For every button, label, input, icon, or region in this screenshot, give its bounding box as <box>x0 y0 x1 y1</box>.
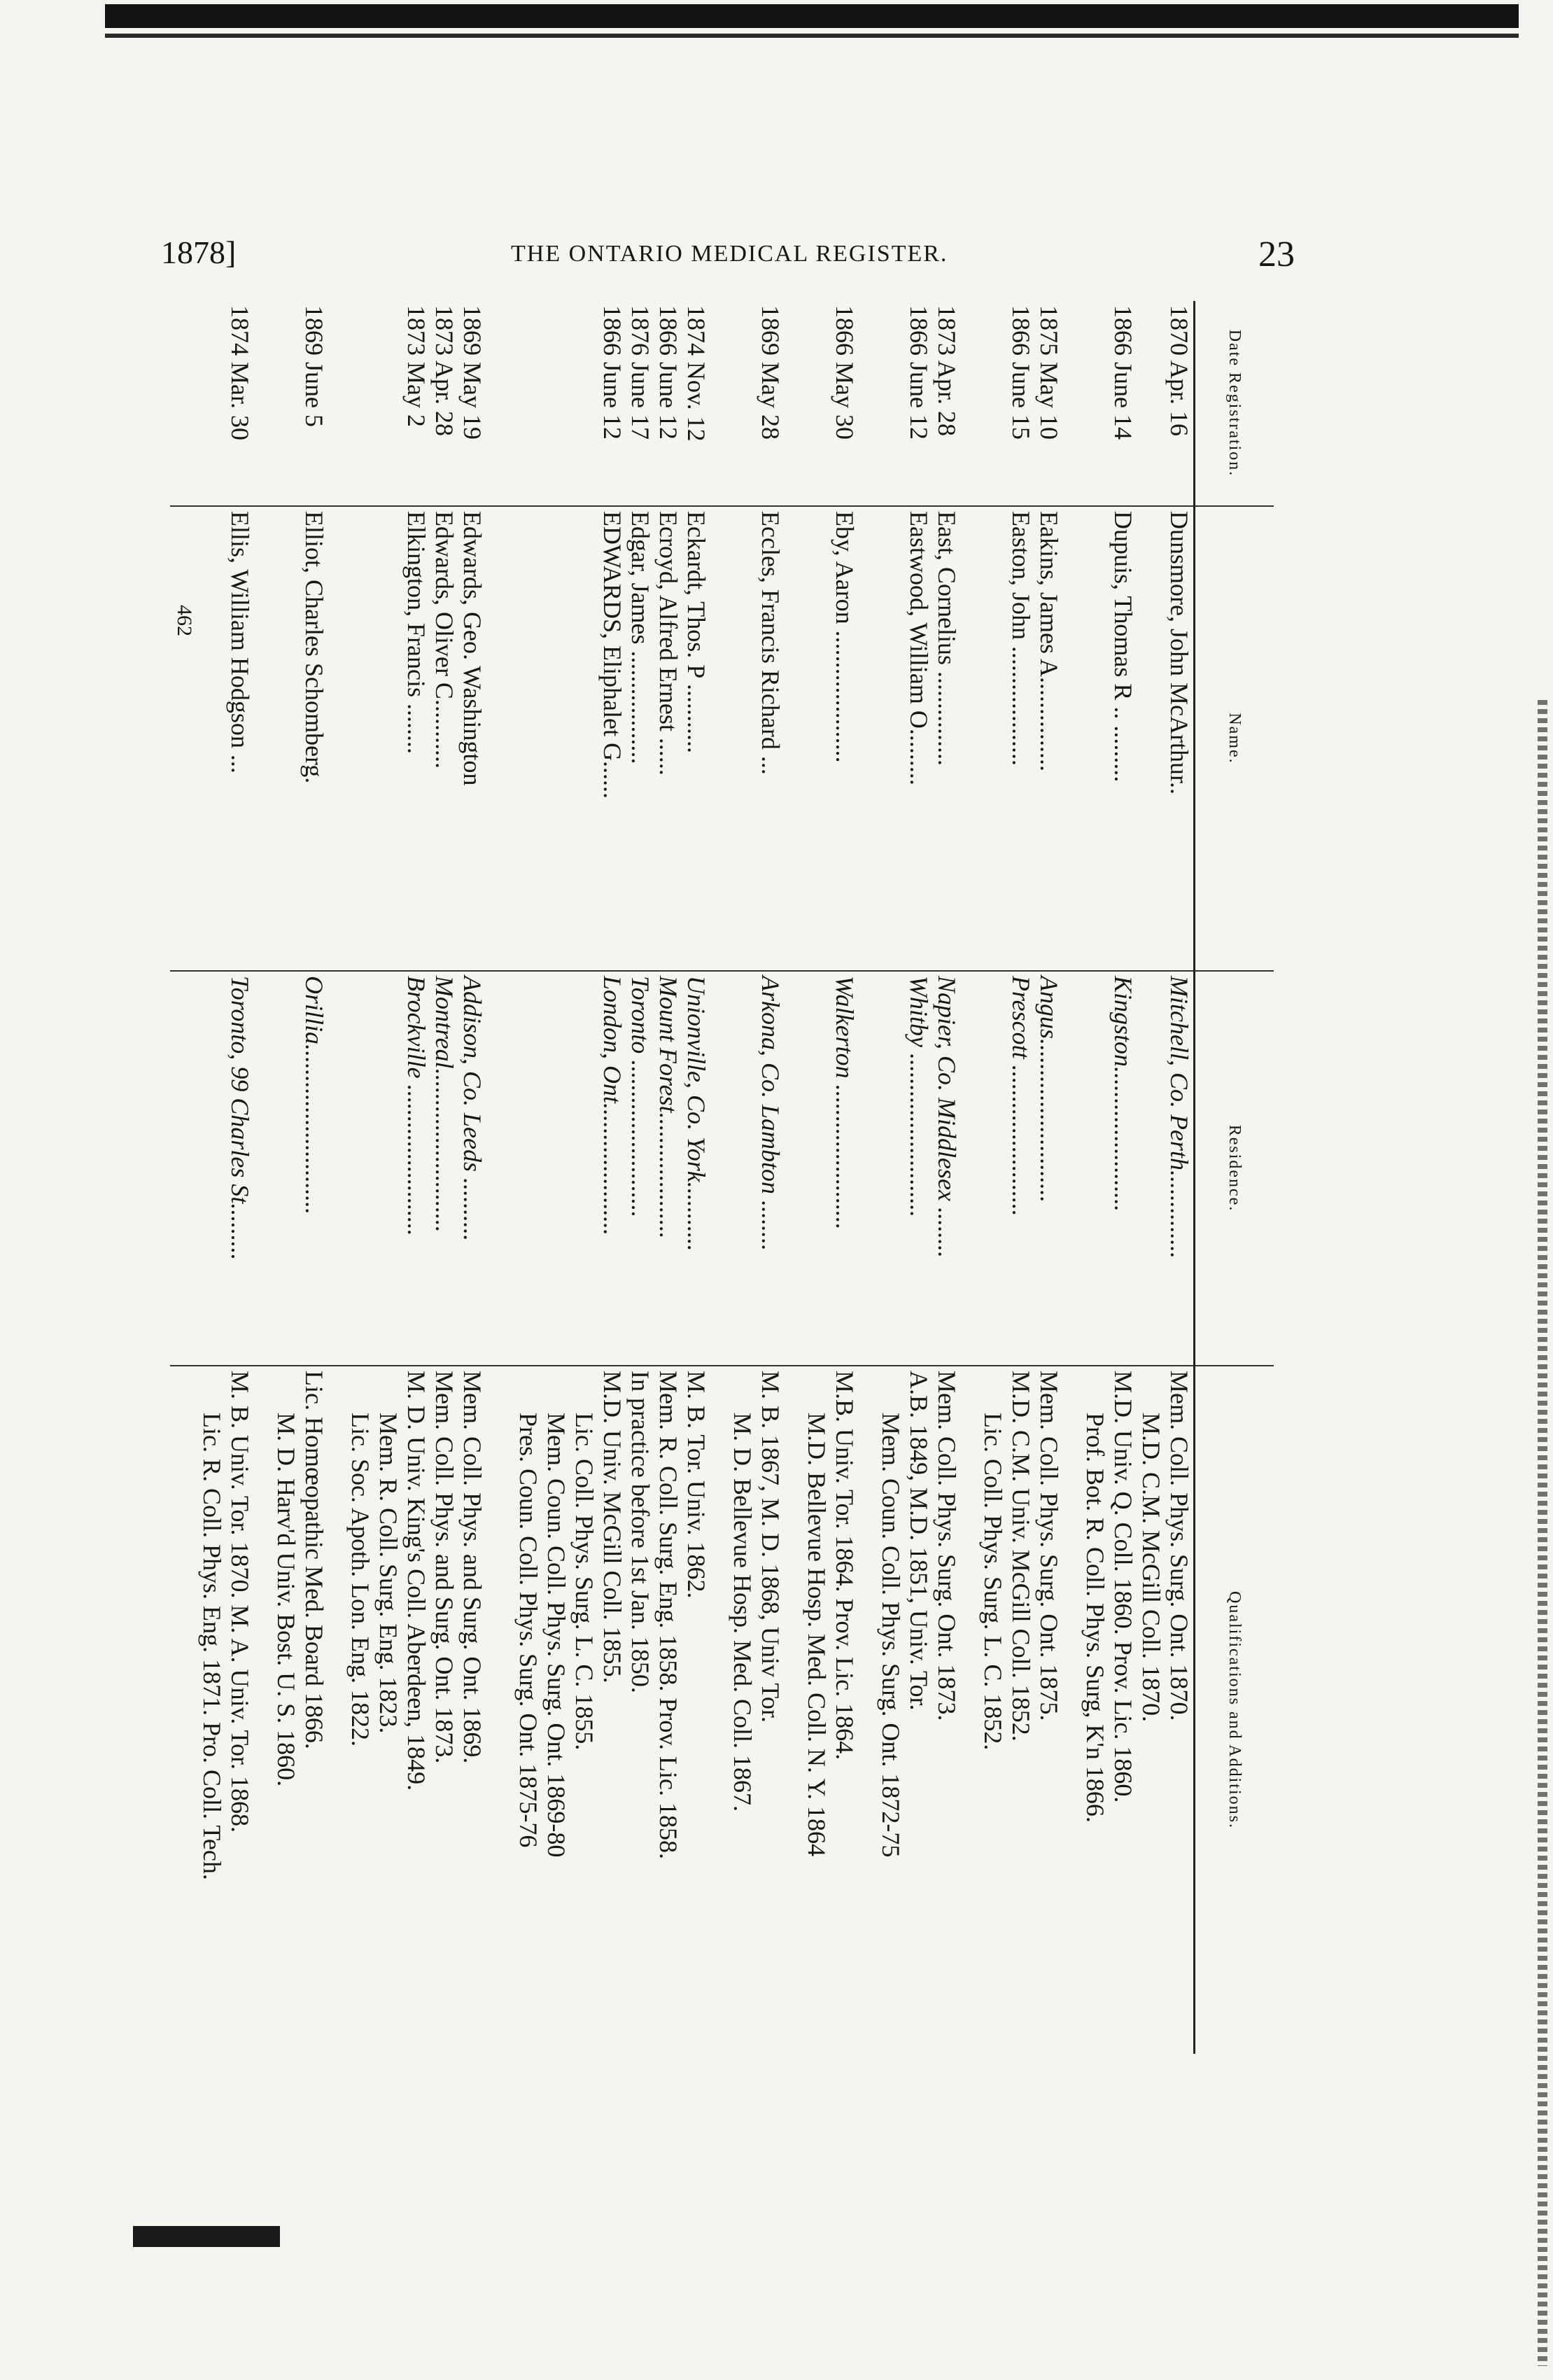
row-spacer <box>486 301 514 2054</box>
entry-residence: Toronto ......................... <box>626 971 654 1366</box>
table-row <box>272 301 328 2054</box>
qualification-line: Mem. Coll. Phys. and Surg. Ont. 1869. <box>458 1371 486 1764</box>
qualification-line: M.D. C.M. McGill Coll. 1870. <box>1137 1413 1165 1723</box>
register-body <box>198 301 1195 2054</box>
qualification-line: Lic. Coll. Phys. Surg. L. C. 1852. <box>979 1413 1007 1751</box>
entry-date: 1875 May 10 <box>1035 305 1063 440</box>
entry-qualifications <box>979 1366 1035 2054</box>
qualification-line: Mem. Coll. Phys. Surg. Ont. 1870. <box>1165 1371 1193 1721</box>
entry-residence: Napier, Co. Middlesex ........ <box>933 971 961 1366</box>
entry-name: Eakins, James A............... <box>1035 506 1063 971</box>
entry-qualifications <box>1035 1366 1063 2054</box>
running-head-title: THE ONTARIO MEDICAL REGISTER. <box>511 241 948 267</box>
table-row <box>682 301 710 2054</box>
running-head-year: 1878] <box>161 234 237 270</box>
qualification-line: Mem. Coll. Phys. Surg. Ont. 1873. <box>933 1371 961 1721</box>
entry-residence: Mount Forest.................... <box>654 971 682 1366</box>
table-row <box>514 301 626 2054</box>
qualification-line: M.D. Bellevue Hosp. Med. Coll. N. Y. 1864 <box>803 1413 831 1856</box>
table-row <box>626 301 654 2054</box>
qualification-line: Mem. R. Coll. Surg. Eng. 1858. Prov. Lic. 1858. <box>654 1371 682 1860</box>
entry-qualifications <box>803 1366 859 2054</box>
entry-date: 1876 June 17 <box>626 305 654 440</box>
entry-date: 1869 May 19 <box>458 305 486 440</box>
entry-residence: Addison, Co. Leeds .......... <box>458 971 486 1366</box>
qualification-line: M. B. Univ. Tor. 1870. M. A. Univ. Tor. 1868. <box>226 1371 254 1833</box>
row-spacer <box>710 301 729 2054</box>
entry-qualifications <box>933 1366 961 2054</box>
entry-date: 1869 June 5 <box>300 305 328 427</box>
entry-name: Eckardt, Thos. P ........... <box>682 506 710 971</box>
entry-qualifications <box>877 1366 933 2054</box>
qualification-line: M.D. C.M. Univ. McGill Coll. 1852. <box>1007 1371 1035 1742</box>
entry-date: 1866 June 14 <box>1109 305 1137 440</box>
entry-name: Ellis, William Hodgson ... <box>198 506 254 971</box>
qualification-line: Mem. Coun. Coll. Phys. Surg. Ont. 1869-80 <box>542 1413 570 1858</box>
table-row <box>1081 301 1137 2054</box>
qualification-line: M. B. Tor. Univ. 1862. <box>682 1371 710 1599</box>
entry-qualifications <box>272 1366 328 2054</box>
running-head <box>161 234 1295 276</box>
entry-date: 1873 Apr. 28 <box>430 305 458 437</box>
entry-name: East, Cornelius ............... <box>933 506 961 971</box>
entry-date: 1873 May 2 <box>402 305 430 427</box>
entry-residence: Angus.......................... <box>1035 971 1063 1366</box>
scan-top-edge <box>105 4 1519 28</box>
register-table <box>170 301 1274 2054</box>
entry-name: Dupuis, Thomas R .. ......... <box>1081 506 1137 971</box>
table-header-row <box>1195 301 1274 2054</box>
scan-binding-mark <box>133 2226 280 2247</box>
table-row <box>430 301 458 2054</box>
entry-qualifications <box>1137 1366 1195 2054</box>
entry-date: 1870 Apr. 16 <box>1165 305 1193 437</box>
qualification-line: In practice before 1st Jan. 1850. <box>626 1371 654 1693</box>
entry-residence: Brockville ........................ <box>346 971 430 1366</box>
qualification-line: Mem. Coll. Phys. and Surg. Ont. 1873. <box>430 1371 458 1764</box>
entry-name: Edwards, Oliver C........... <box>430 506 458 971</box>
entry-name: Edgar, James .................. <box>626 506 654 971</box>
qualification-line: M. B. 1867, M. D. 1868, Univ Tor. <box>757 1371 785 1723</box>
qualification-line: Lic. Coll. Phys. Surg. L. C. 1855. <box>570 1413 598 1751</box>
entry-qualifications <box>514 1366 626 2054</box>
entry-qualifications <box>729 1366 785 2054</box>
entry-qualifications <box>430 1366 458 2054</box>
row-spacer <box>328 301 346 2054</box>
row-spacer <box>1063 301 1081 2054</box>
entry-name: Edwards, Geo. Washington <box>458 506 486 971</box>
qualification-line: Lic. R. Coll. Phys. Eng. 1871. Pro. Coll. Tech. <box>198 1413 226 1880</box>
qualification-line: Mem. R. Coll. Surg. Eng. 1823. <box>374 1413 402 1734</box>
table-row <box>933 301 961 2054</box>
entry-residence: Prescott ........................ <box>979 971 1035 1366</box>
entry-residence: Montreal.......................... <box>430 971 458 1366</box>
scan-top-rule <box>105 34 1519 38</box>
table-row <box>458 301 486 2054</box>
entry-qualifications <box>626 1366 654 2054</box>
entry-date: 1874 Nov. 12 <box>682 305 710 442</box>
entry-date: 1866 June 12 <box>598 305 626 440</box>
table-row <box>346 301 430 2054</box>
entry-name: Elkington, Francis ........ <box>346 506 430 971</box>
qualification-line: M.D. Univ. Q. Coll. 1860. Prov. Lic. 1860. <box>1109 1371 1137 1803</box>
entry-date: 1866 June 12 <box>654 305 682 440</box>
entry-residence: Mitchell, Co. Perth.............. <box>1137 971 1195 1366</box>
qualification-line: Pres. Coun. Coll. Phys. Surg. Ont. 1875-76 <box>514 1413 542 1848</box>
entry-name: Dunsmore, John McArthur.. <box>1137 506 1195 971</box>
qualification-line: M. D. Bellevue Hosp. Med. Coll. 1867. <box>729 1413 757 1812</box>
entry-name: Elliot, Charles Schomberg. <box>272 506 328 971</box>
entry-date: 1866 June 15 <box>1007 305 1035 440</box>
table-row <box>877 301 933 2054</box>
row-spacer <box>859 301 877 2054</box>
row-spacer <box>961 301 979 2054</box>
entry-residence: Unionville, Co. York........... <box>682 971 710 1366</box>
signature-mark: 462 <box>170 506 198 971</box>
entry-name: Eby, Aaron ..................... <box>803 506 859 971</box>
table-row <box>1035 301 1063 2054</box>
table-row <box>803 301 859 2054</box>
entry-qualifications <box>654 1366 682 2054</box>
entry-residence: Whitby .......................... <box>877 971 933 1366</box>
entry-name: Eccles, Francis Richard ... <box>729 506 785 971</box>
column-header-date: Date Registration. <box>1195 301 1274 506</box>
entry-name: Easton, John ................... <box>979 506 1035 971</box>
entry-qualifications <box>682 1366 710 2054</box>
qualification-line: M. D. Harv'd Univ. Bost. U. S. 1860. <box>272 1413 300 1787</box>
entry-residence: Toronto, 99 Charles St......... <box>198 971 254 1366</box>
qualification-line: A.B. 1849, M.D. 1851, Univ. Tor. <box>905 1371 933 1711</box>
signature-row <box>170 301 198 2054</box>
entry-name: EDWARDS, Eliphalet G...... <box>514 506 626 971</box>
entry-date: 1873 Apr. 28 <box>933 305 961 437</box>
entry-qualifications <box>458 1366 486 2054</box>
qualification-line: Mem. Coll. Phys. Surg. Ont. 1875. <box>1035 1371 1063 1721</box>
register-table-frame <box>173 301 1274 2044</box>
table-row <box>1137 301 1195 2054</box>
column-header-name: Name. <box>1195 506 1274 971</box>
table-row <box>654 301 682 2054</box>
qualification-line: M.D. Univ. McGill Coll. 1855. <box>598 1371 626 1684</box>
row-spacer <box>785 301 803 2054</box>
qualification-line: Prof. Bot. R. Coll. Phys. Surg, K'n 1866. <box>1081 1413 1109 1823</box>
entry-residence: Walkerton ....................... <box>803 971 859 1366</box>
entry-name: Ecroyd, Alfred Ernest ...... <box>654 506 682 971</box>
entry-residence: Orillia........................... <box>272 971 328 1366</box>
scan-right-edge <box>1538 700 1547 2366</box>
entry-qualifications <box>198 1366 254 2054</box>
entry-residence: Kingston....................... <box>1081 971 1137 1366</box>
entry-name: Eastwood, William O......... <box>877 506 933 971</box>
entry-residence: Arkona, Co. Lambton ........ <box>729 971 785 1366</box>
qualification-line: Lic. Soc. Apoth. Lon. Eng. 1822. <box>346 1413 374 1746</box>
table-row <box>198 301 254 2054</box>
entry-residence: London, Ont..................... <box>514 971 626 1366</box>
entry-date: 1866 June 12 <box>905 305 933 440</box>
entry-date: 1869 May 28 <box>757 305 785 440</box>
entry-qualifications <box>1081 1366 1137 2054</box>
entry-date: 1866 May 30 <box>831 305 859 440</box>
qualification-line: M.B. Univ. Tor. 1864. Prov. Lic. 1864. <box>831 1371 859 1760</box>
qualification-line: Mem. Coun. Coll. Phys. Surg. Ont. 1872-75 <box>877 1413 905 1858</box>
page-number: 23 <box>1258 234 1295 274</box>
qualification-line: M. D. Univ. King's Coll. Aberdeen, 1849. <box>402 1371 430 1791</box>
column-header-qualifications: Qualifications and Additions. <box>1195 1366 1274 2054</box>
qualification-line: Lic. Homœopathic Med. Board 1866. <box>300 1371 328 1749</box>
entry-qualifications <box>346 1366 430 2054</box>
entry-date: 1874 Mar. 30 <box>226 305 254 440</box>
table-row <box>979 301 1035 2054</box>
row-spacer <box>254 301 272 2054</box>
column-header-residence: Residence. <box>1195 971 1274 1366</box>
table-row <box>729 301 785 2054</box>
